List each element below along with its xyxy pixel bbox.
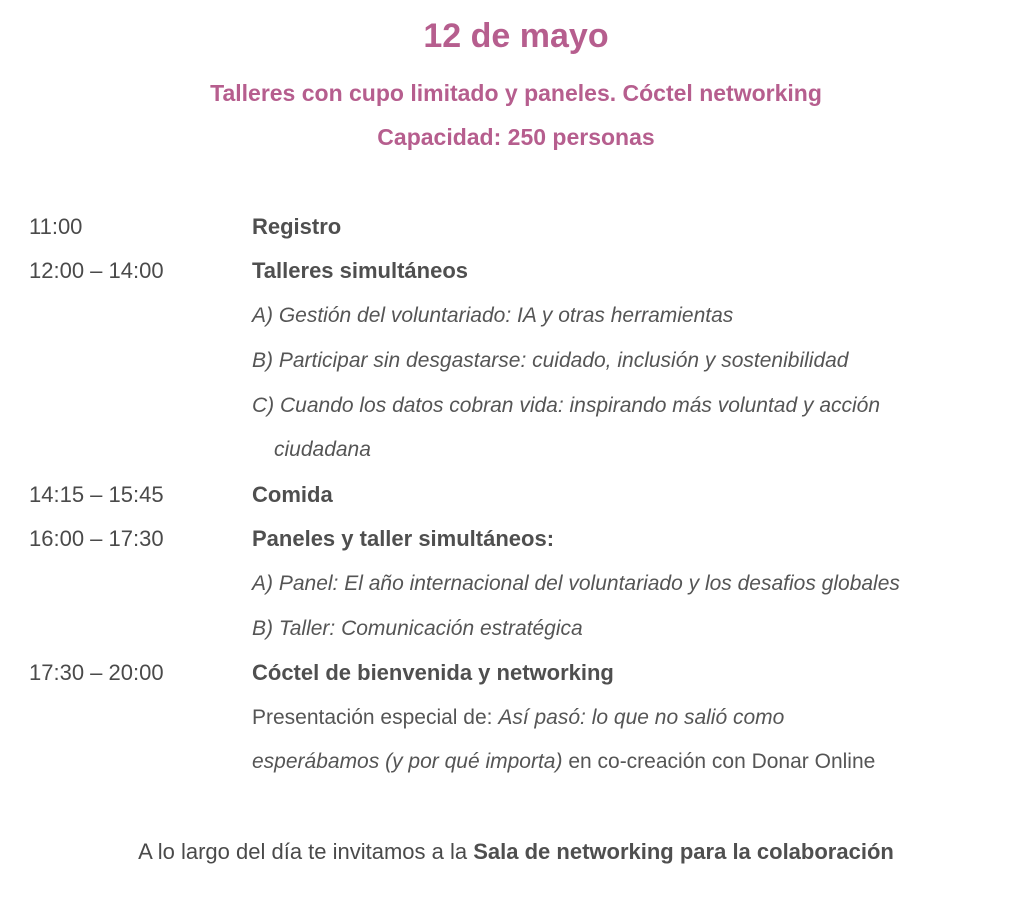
workshop-detail: A) Gestión del voluntariado: IA y otras herramientas: [252, 304, 734, 327]
schedule-time: 12:00 – 14:00: [29, 258, 164, 283]
schedule-detail-row: [0, 562, 1032, 606]
presentation-row: [0, 740, 1032, 784]
schedule-row: [0, 517, 1032, 561]
footer-note: [0, 830, 1032, 874]
schedule-detail-row: [0, 384, 1032, 428]
presentation-trail: en co-creación con Donar Online: [562, 750, 876, 773]
schedule-time: 11:00: [29, 214, 83, 239]
presentation-lead: Presentación especial de:: [252, 706, 499, 729]
schedule-activity: Registro: [252, 214, 342, 239]
presentation-title: esperábamos (y por qué importa): [252, 750, 563, 773]
panel-detail: A) Panel: El año internacional del voluntariado y los desafios globales: [252, 572, 900, 595]
schedule-row: [0, 473, 1032, 517]
networking-room: Sala de networking para la colaboración: [473, 839, 894, 864]
event-date: 12 de mayo: [423, 17, 609, 55]
schedule-activity: Talleres simultáneos: [252, 258, 469, 283]
workshop-detail: B) Participar sin desgastarse: cuidado, inclusión y sostenibilidad: [252, 349, 849, 372]
event-subtitle: Talleres con cupo limitado y paneles. Cóctel networking: [210, 80, 822, 106]
schedule-row: [0, 205, 1032, 249]
schedule-row: [0, 249, 1032, 293]
schedule-detail-row: [0, 428, 1032, 472]
schedule-row: [0, 651, 1032, 695]
schedule-detail-row: [0, 294, 1032, 338]
event-capacity: Capacidad: 250 personas: [377, 124, 655, 150]
workshop-detail-continuation: ciudadana: [274, 438, 371, 461]
workshop-detail: C) Cuando los datos cobran vida: inspirando más voluntad y acción: [252, 394, 881, 417]
panel-detail: B) Taller: Comunicación estratégica: [252, 617, 583, 640]
schedule-detail-row: [0, 339, 1032, 383]
schedule-activity: Cóctel de bienvenida y networking: [252, 660, 614, 685]
schedule-activity: Comida: [252, 482, 333, 507]
schedule-time: 16:00 – 17:30: [29, 526, 164, 551]
presentation-row: [0, 696, 1032, 740]
presentation-title: Así pasó: lo que no salió como: [498, 706, 785, 729]
presentation-line: [252, 696, 784, 740]
schedule-time: 17:30 – 20:00: [29, 660, 164, 685]
schedule-time: 14:15 – 15:45: [29, 482, 164, 507]
schedule-detail-row: [0, 607, 1032, 651]
schedule-activity: Paneles y taller simultáneos:: [252, 526, 555, 551]
footer-lead: A lo largo del día te invitamos a la: [138, 839, 474, 864]
presentation-line: [252, 740, 875, 784]
